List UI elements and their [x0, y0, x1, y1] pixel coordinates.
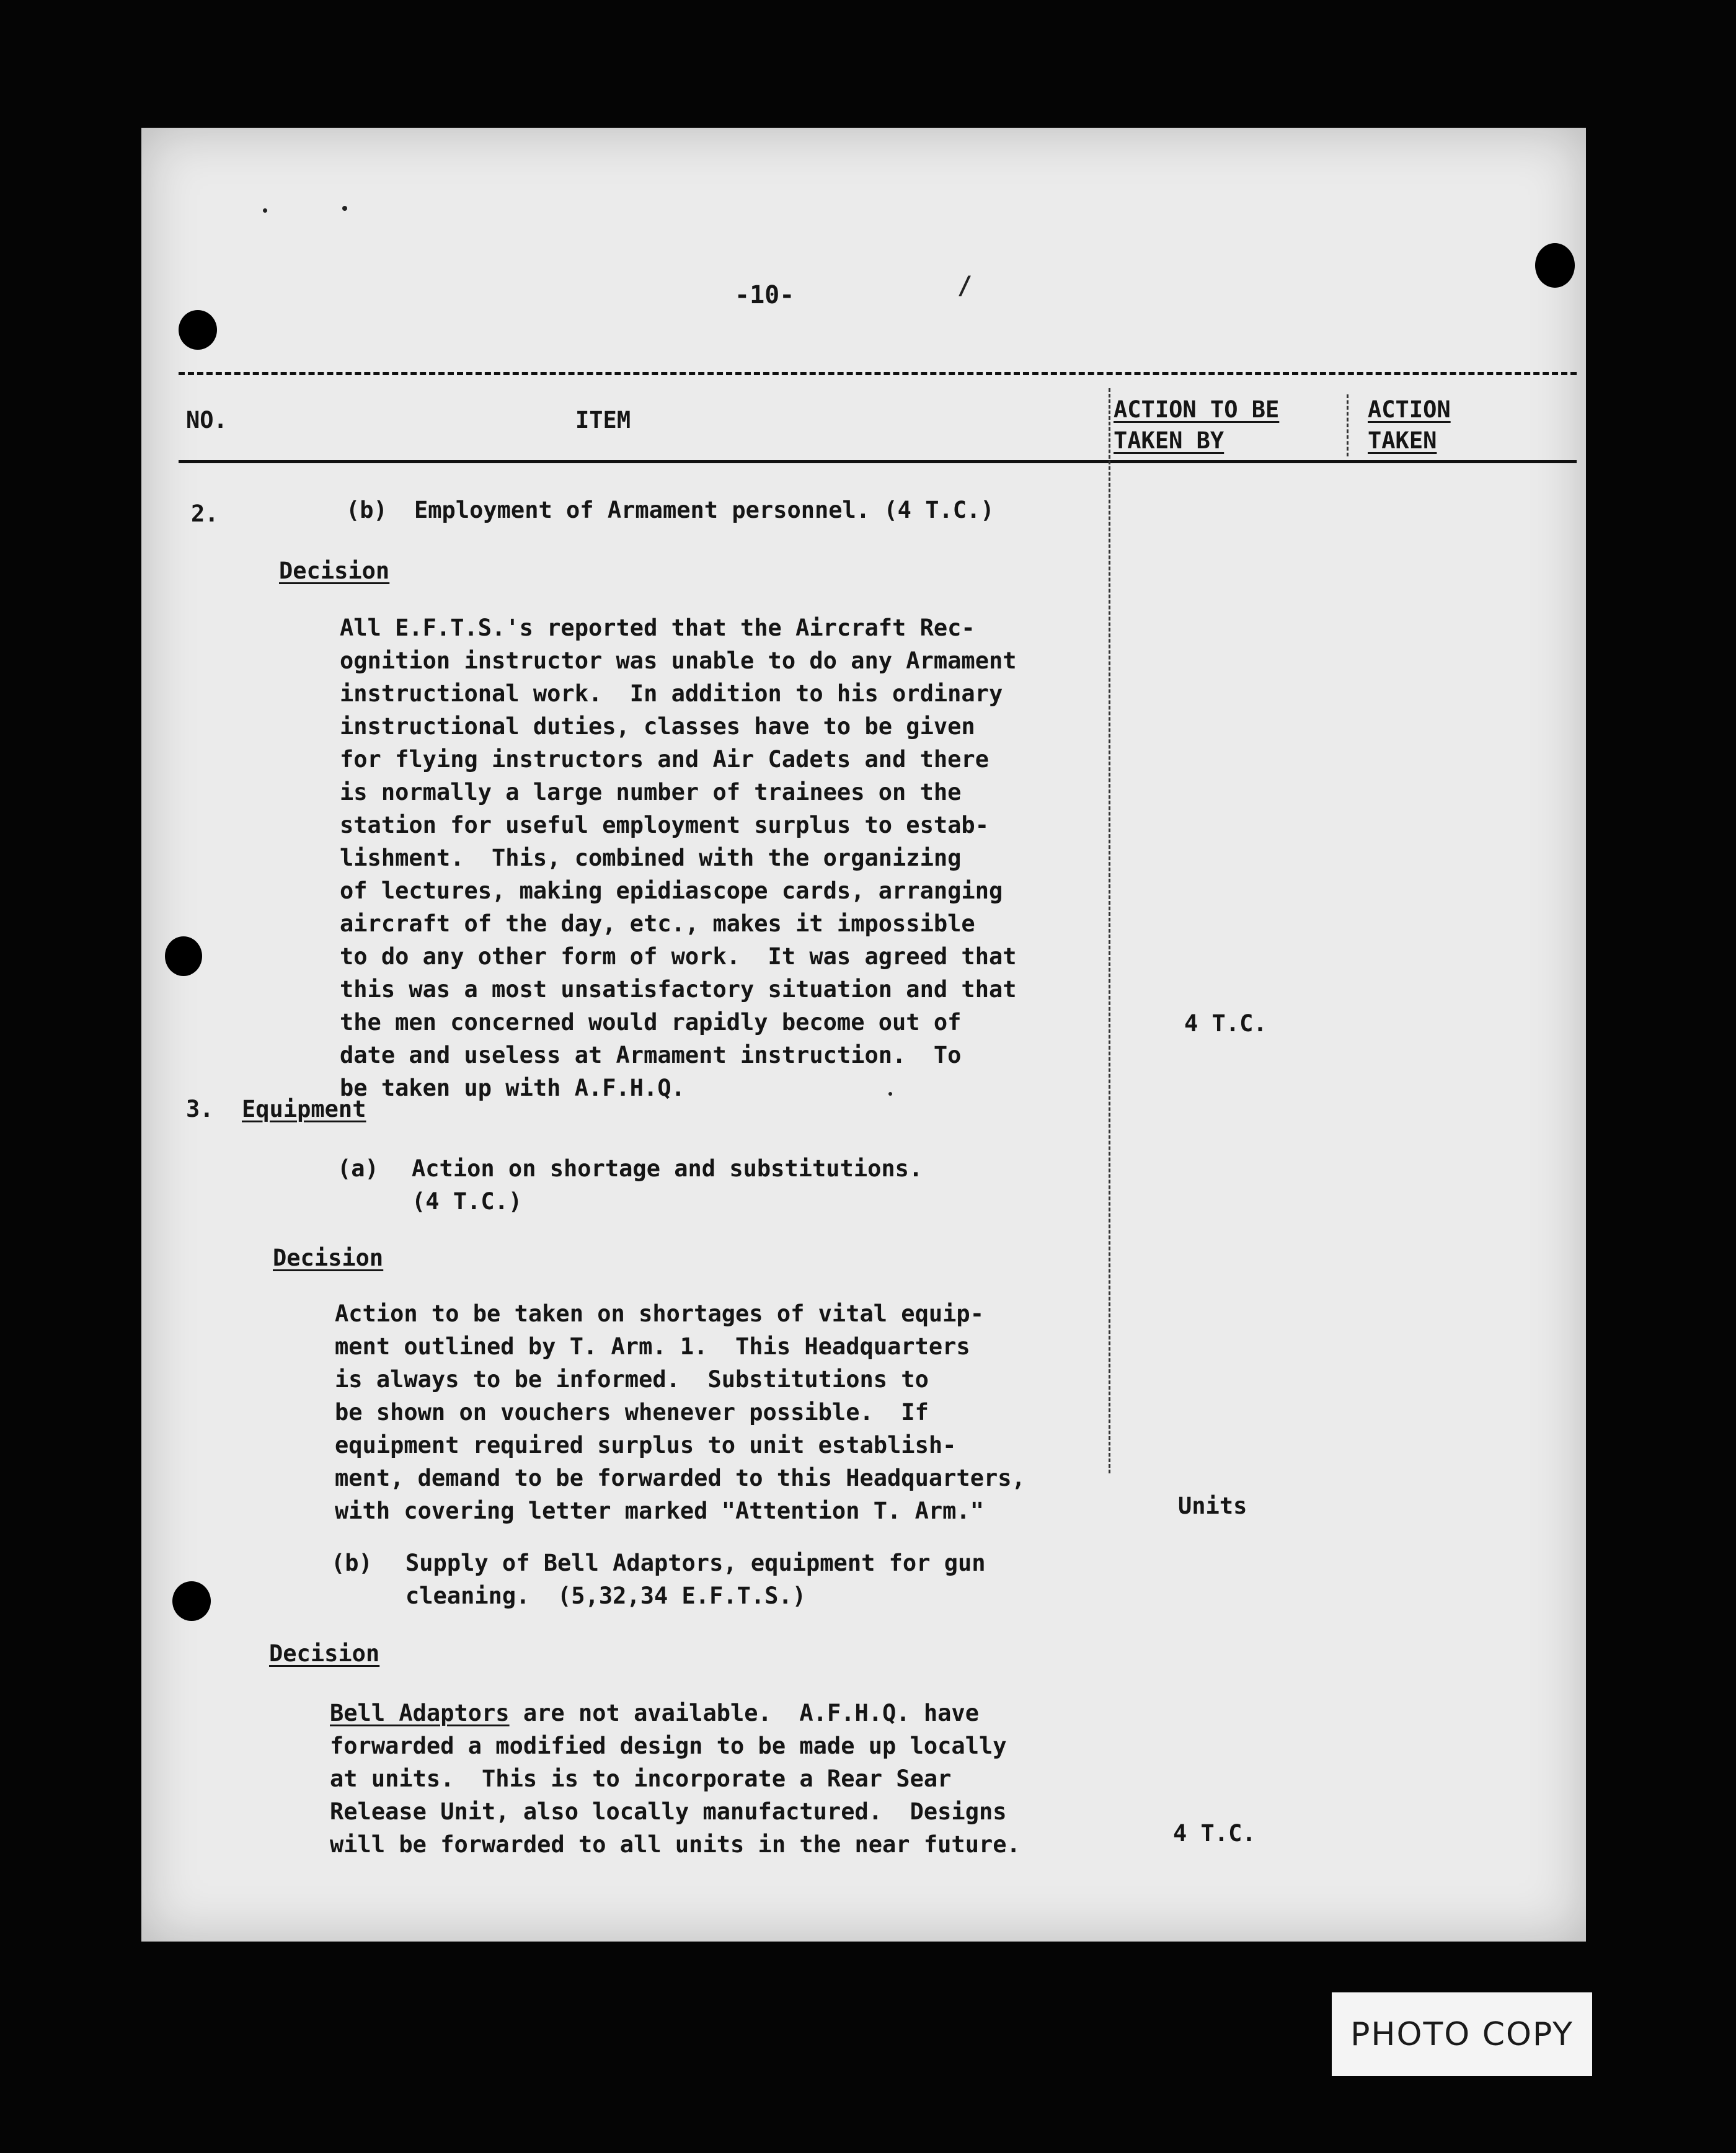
item-label: (b) — [346, 497, 388, 523]
item-title: Action on shortage and substitutions. (4 T.C.) — [412, 1155, 923, 1215]
header-rule-top — [179, 372, 1577, 375]
column-divider-action-by — [1109, 388, 1110, 1473]
decision-text: forwarded a modified design to be made up locally at units. This is to incorporate a Rear Sear Release Unit, also locally manufactured. Designs will be forwarded to all units in the near future. — [330, 1733, 1021, 1858]
decision-heading: Decision — [269, 1640, 380, 1667]
decision-text: Action to be taken on shortages of vital equip- ment outlined by T. Arm. 1. This Headquarters is always to be informed. Substitutions to be shown on vouchers whenever possible. If equipment required surplus to unit establish- ment, demand to be forwarded to this Headquarters, with covering letter marked "Attention T. Arm." — [335, 1300, 1025, 1524]
decision-first-line — [330, 1697, 979, 1729]
header-rule-bottom — [179, 460, 1577, 463]
photo-copy-stamp: PHOTO COPY — [1332, 1992, 1592, 2076]
punch-hole-top-right — [1535, 243, 1575, 288]
column-divider-action-taken — [1347, 394, 1348, 456]
decision-text: All E.F.T.S.'s reported that the Aircraft Rec- ognition instructor was unable to do any Armament instructional work. In addition to his ordinary instructional duties, classes have to be given for flying instructors and Air Cadets and there is normally a large number of trainees on the station for useful employment surplus to estab- lishment. This, combined with the organizing of lectures, making epidiascope cards, arranging aircraft of the day, etc., makes it impossible to do any other form of work. It was agreed that this was a most unsatisfactory situation and that the men concerned would rapidly become out of date and useless at Armament instruction. To be taken up with A.F.H.Q. — [340, 615, 1017, 1101]
item-number: 3. — [186, 1096, 214, 1122]
item-label: (b) — [331, 1550, 373, 1576]
item-number: 2. — [191, 500, 219, 527]
speck — [263, 208, 267, 213]
item-title: Employment of Armament personnel. (4 T.C.) — [414, 497, 994, 523]
bell-adaptors-term: Bell Adaptors — [330, 1700, 510, 1726]
item-title: Supply of Bell Adaptors, equipment for gun cleaning. (5,32,34 E.F.T.S.) — [405, 1550, 986, 1609]
punch-hole-top-left — [179, 310, 217, 350]
column-header-no: NO. — [186, 407, 228, 433]
item-label: (a) — [337, 1155, 379, 1182]
decision-heading: Decision — [279, 557, 390, 584]
punch-hole-left-middle — [165, 936, 202, 976]
action-to-be-taken-by: 4 T.C. — [1173, 1820, 1256, 1847]
document-page — [141, 128, 1586, 1942]
pen-mark: / — [957, 272, 973, 300]
speck — [342, 206, 347, 211]
punch-hole-left-lower — [172, 1581, 211, 1621]
column-header-action-taken: ACTION TAKEN — [1368, 396, 1451, 454]
column-header-action-to-be-taken-by: ACTION TO BE TAKEN BY — [1114, 396, 1280, 454]
action-to-be-taken-by: Units — [1178, 1493, 1247, 1519]
decision-heading: Decision — [273, 1245, 384, 1271]
section-title: Equipment — [242, 1096, 366, 1122]
decision-first-line-rest: are not available. A.F.H.Q. have — [509, 1700, 979, 1726]
page-number: -10- — [735, 281, 795, 309]
action-to-be-taken-by: 4 T.C. — [1184, 1010, 1267, 1037]
column-header-item: ITEM — [575, 407, 631, 433]
